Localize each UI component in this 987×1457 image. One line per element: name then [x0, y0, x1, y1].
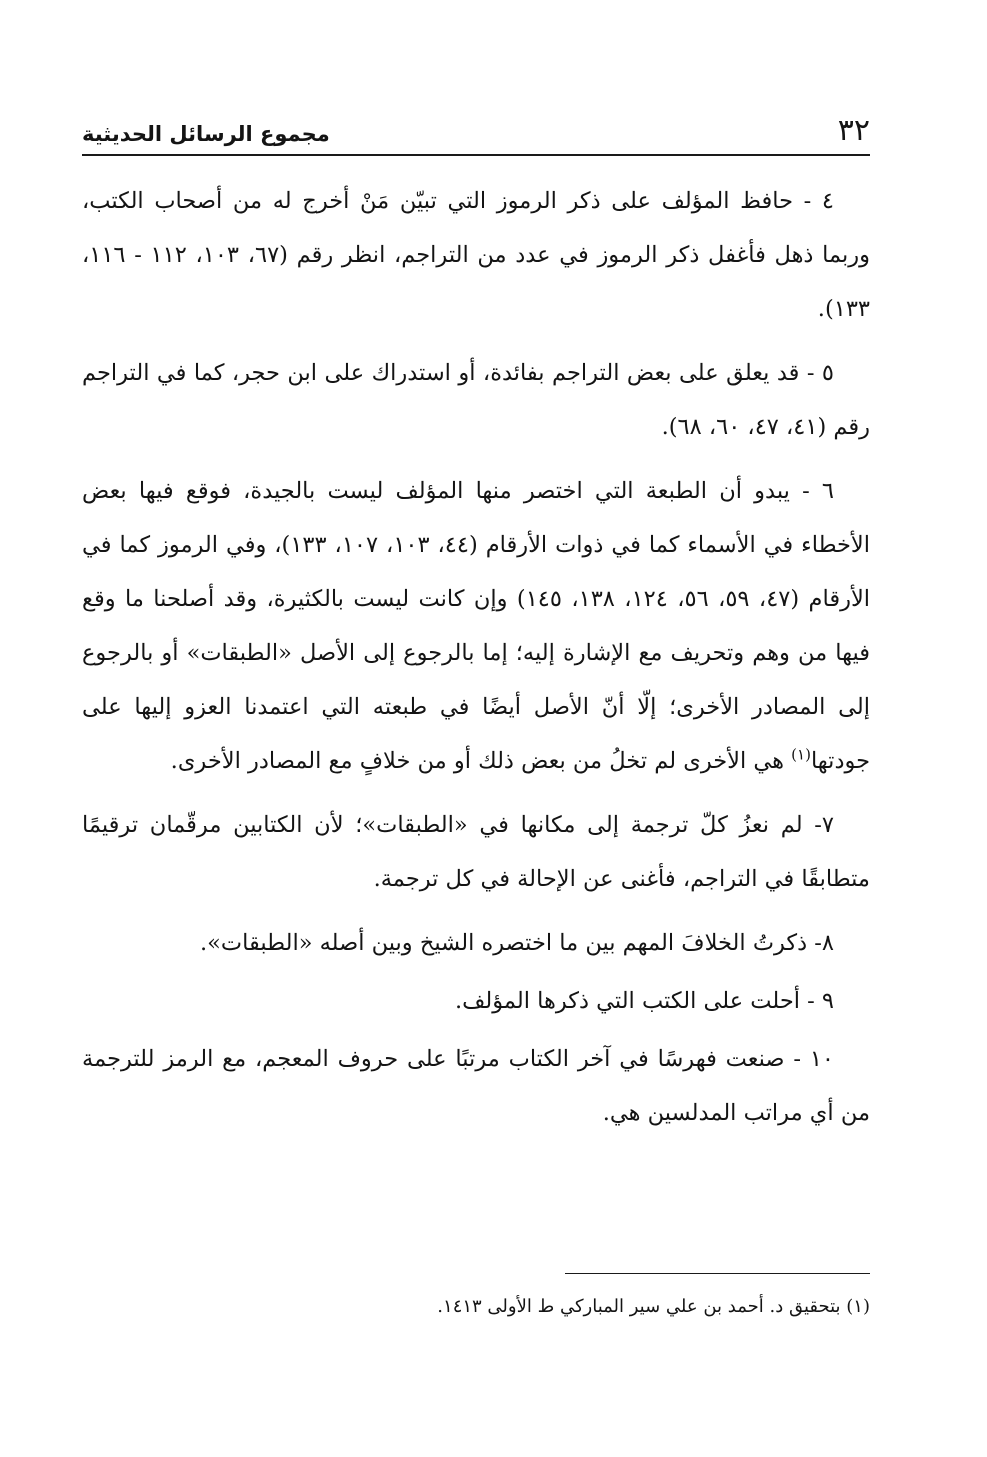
paragraph-item-5: ٥ - قد يعلق على بعض التراجم بفائدة، أو استدراك على ابن حجر، كما في التراجم رقم (٤١، ٤٧، ٦٠، ٦٨).: [82, 360, 870, 440]
paragraph-item-10: ١٠ - صنعت فهرسًا في آخر الكتاب مرتبًا على حروف المعجم، مع الرمز للترجمة من أي مراتب المدلسين هي.: [82, 1046, 870, 1126]
paragraph-item-7: ٧- لم نعزُ كلّ ترجمة إلى مكانها في «الطبقات»؛ لأن الكتابين مرقّمان ترقيمًا متطابقًا في التراجم، فأغنى عن الإحالة في كل ترجمة.: [82, 812, 870, 892]
running-title: مجموع الرسائل الحديثية: [82, 122, 330, 146]
page-number: ٣٢: [837, 113, 870, 148]
page-header: [82, 112, 870, 156]
paragraph-item-6-continuation: هي الأخرى لم تخلُ من بعض ذلك أو من خلافٍ مع المصادر الأخرى.: [170, 748, 792, 774]
paragraph-item-4: ٤ - حافظ المؤلف على ذكر الرموز التي تبيّن مَنْ أخرج له من أصحاب الكتب، وربما ذهل فأغفل ذكر الرموز في عدد من التراجم، انظر رقم (٦٧، ١٠٣، ١١٢ - ١١٦، ١٣٣).: [82, 188, 871, 322]
paragraph-item-6: [82, 464, 870, 788]
footnote-reference: (١): [791, 745, 811, 764]
paragraph-item-9: ٩ - أحلت على الكتب التي ذكرها المؤلف.: [454, 988, 834, 1014]
main-text: [82, 174, 870, 1150]
paragraph-item-8: ٨- ذكرتُ الخلافَ المهم بين ما اختصره الشيخ وبين أصله «الطبقات».: [200, 930, 834, 956]
paragraph-item-6-text: ٦ - يبدو أن الطبعة التي اختصر منها المؤلف ليست بالجيدة، فوقع فيها بعض الأخطاء في الأسماء كما في ذوات الأرقام (٤٤، ١٠٣، ١٠٧، ١٣٣)، وفي الرموز كما في الأرقام (٤٧، ٥٩، ٥٦، ١٢٤، ١٣٨، ١٤٥) وإن كانت ليست بالكثيرة، وقد أصلحنا ما وقع فيها من وهم وتحريف مع الإشارة إليه؛ إما بالرجوع إلى الأصل «الطبقات» أو بالرجوع إلى المصادر الأخرى؛ إلّا أنّ الأصل أيضًا في طبعته التي اعتمدنا العزو إليها على جودتها: [82, 478, 871, 774]
footnote-divider: [565, 1273, 870, 1274]
footnote: (١) بتحقيق د. أحمد بن علي سير المباركي ط الأولى ١٤١٣.: [437, 1296, 870, 1317]
